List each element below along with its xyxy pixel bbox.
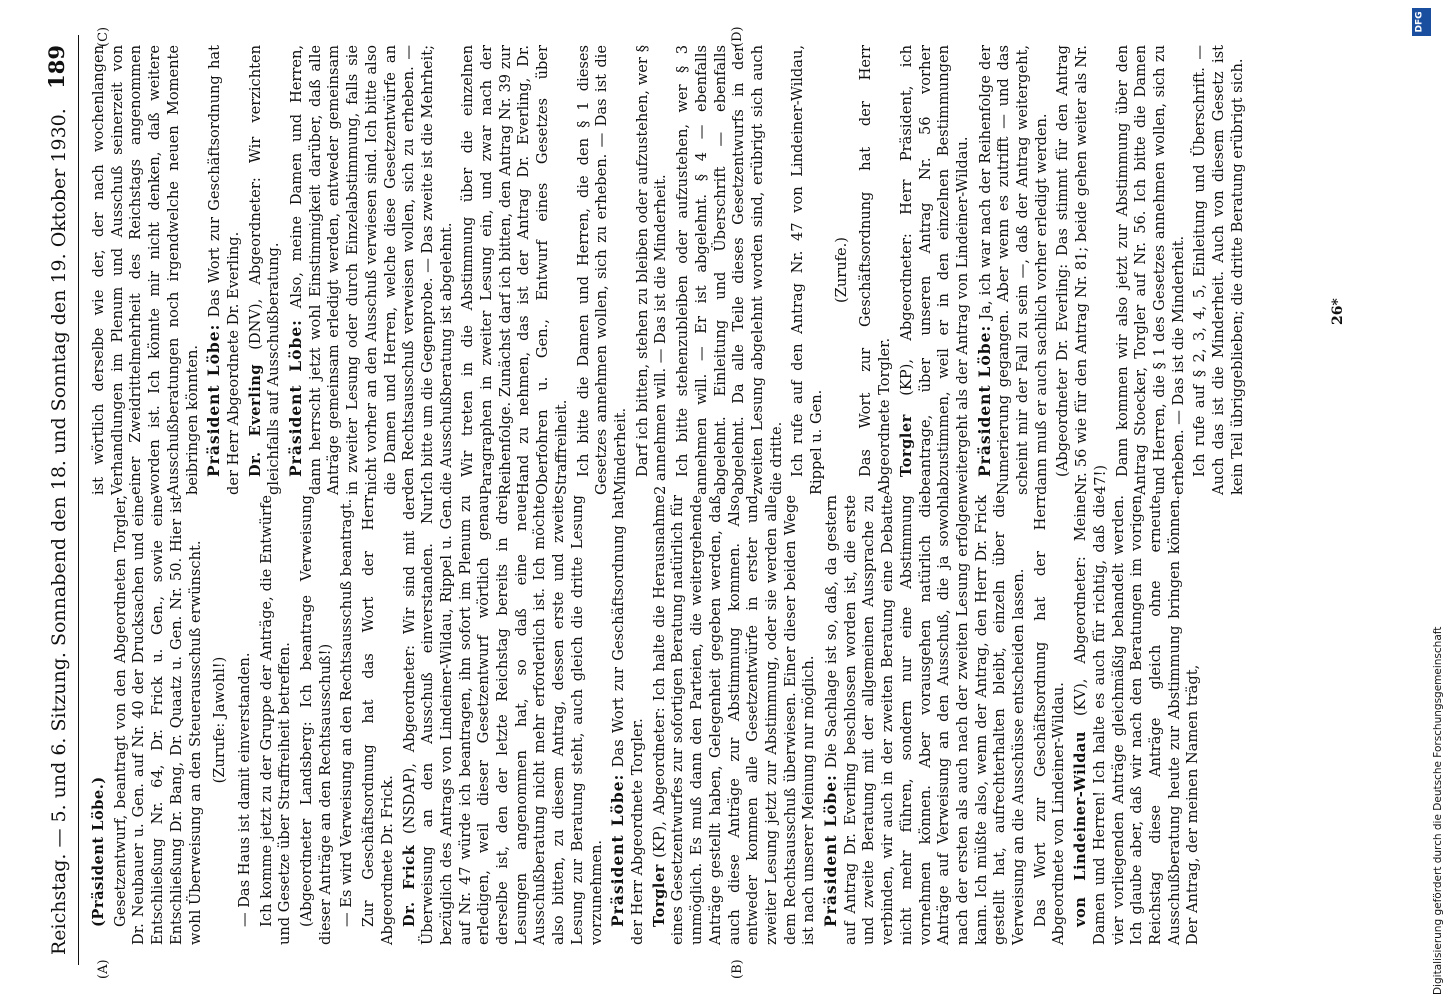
paragraph-text: — Das Haus ist damit einverstanden. xyxy=(235,652,253,927)
paragraph-text: (KP), Abgeordneter: Herr Präsident, ich beantrage, über unseren Antrag Nr. 56 vorher abzustimmen, weil er in den einzelnen Bestimmungen weitergeht als der Antrag von Lindeiner-Wildau. xyxy=(897,45,971,495)
paragraph xyxy=(1054,45,1110,495)
paragraph xyxy=(822,495,1029,945)
paragraph-text: Dann kommen wir also jetzt zur Abstimmung über den Antrag Stoecker, Torgler auf Nr. 56. Ich bitte die Damen und Herren, die § 1 des Gesetzes annehmen wollen, sich zu erheben. — Das ist die Minderheit. xyxy=(1113,45,1187,495)
paragraph-text: Ich bitte die Damen und Herren, die den § 1 dieses Gesetzes annehmen wollen, sich zu erheben. — Das ist die Minderheit. xyxy=(574,45,629,495)
paragraph-text: (NSDAP), Abgeordneter: Wir sind mit der Überweisung an den Ausschuß einverstanden. Nur bezüglich des Antrags von Lindeiner-Wildau, Rippel u. Gen. auf Nr. 47 würde ich beantragen, ihn sofort im Plenum zu erledigen, weil dieser Gesetzentwurf wörtlich genau derselbe ist, den der letzte Reichstag bereits in drei Lesungen angenommen hat, so daß eine neue Ausschußberatung nicht mehr erforderlich ist. Ich möchte also bitten, zu diesem Antrag, dessen erste und zweite Lesung zur Beratung steht, auch gleich die dritte Lesung vorzunehmen. xyxy=(400,495,605,945)
paragraph xyxy=(976,45,1052,495)
paragraph xyxy=(360,495,397,945)
paragraph xyxy=(898,45,973,495)
paragraph xyxy=(90,495,109,945)
speaker-name: Präsident Löbe: xyxy=(286,319,306,477)
paragraph xyxy=(1032,495,1069,945)
paragraph-text: Die Sachlage ist so, daß, da gestern auf Antrag Dr. Everling beschlossen worden ist, die erste und zweite Beratung mit der allgemeinen Aussprache zu verbinden, wir auch in der zweiten Beratung eine Debatte nicht mehr führen, sondern nur eine Abstimmung vornehmen können. Aber vorausgehen natürlich die Anträge auf Verweisung an den Ausschuß, die ja sowohl nach der ersten als auch nach der zweiten Lesung erfolgen kann. Ich müßte also, wenn der Antrag, den Herr Dr. Frick gestellt hat, aufrechterhalten bleibt, einzeln über die Verweisung an die Ausschüsse entscheiden lassen. xyxy=(823,495,1028,945)
paragraph-text: Das Wort zur Geschäftsordnung hat der Herr Abgeordnete Torgler. xyxy=(857,45,894,495)
paragraph-text: Ich bitte stehenzubleiben oder aufzustehen, wer § 3 annehmen will. — Er ist abgelehnt. § 4 — ebenfalls abgelehnt. Einleitung und Überschrift — ebenfalls abgelehnt. Da alle Teile dieses Gesetzentwurfs in der zweiten Lesung abgelehnt worden sind, erübrigt sich auch die dritte. xyxy=(674,45,785,495)
dfg-logo: DFG xyxy=(1412,8,1431,36)
speaker-name: Dr. Frick xyxy=(400,844,418,927)
paragraph xyxy=(236,495,255,945)
speaker-name: Dr. Everling xyxy=(246,363,264,477)
paragraph-text: Das Wort zur Geschäftsordnung hat der Herr Abgeordnete Torgler. xyxy=(610,495,646,945)
paragraph xyxy=(1114,45,1189,495)
speaker-name: von Lindeiner-Wildau xyxy=(1072,731,1090,927)
paragraph-text: (Abgeordneter Dr. Everling: Das stimmt für den Antrag Nr. 56 wie für den Antrag Nr. 81; beide gehen weiter als Nr. 47!) xyxy=(1054,45,1109,495)
paragraph xyxy=(674,45,786,495)
paragraph xyxy=(287,45,456,495)
margin-mark-d: (D) xyxy=(730,26,745,47)
page-header xyxy=(40,35,80,965)
paragraph-text: (DNV), Abgeordneter: Wir verzichten gleichfalls auf Ausschußberatung. xyxy=(246,44,283,495)
speaker-name: Präsident Löbe: xyxy=(821,774,841,927)
paragraph-text: (KP), Abgeordneter: Ich halte die Herausnahme eines Gesetzentwurfes zur sofortigen Beratung natürlich für unmöglich. Es muß dann den Parteien, die weitergehende Anträge gestellt haben, Gelegenheit gegeben werden, daß auch diese Anträge zur Abstimmung kommen. Also entweder kommen alle Gesetzentwürfe in erster und zweiter Lesung jetzt zur Abstimmung, oder sie werden alle dem Rechtsausschuß überwiesen. Einer dieser beiden Wege ist nach unserer Meinung nur möglich. xyxy=(650,495,818,945)
paragraph-text: ist wörtlich derselbe wie der, der nach wochenlangen Verhandlungen im Plenum und Ausschuß seinerzeit von einer Zweidrittelmehrheit des Reichstags angenommen worden ist. Ich könnte mir nicht denken, daß weitere Ausschußberatungen noch irgendwelche neuen Momente beibringen könnten. xyxy=(90,45,201,495)
paragraph-text: Ich rufe auf den Antrag Nr. 47 von Lindeiner-Wildau, Rippel u. Gen. xyxy=(789,45,826,495)
paragraph xyxy=(205,45,243,495)
paragraph-text: (Abgeordneter Landsberg: Ich beantrage Verweisung dieser Anträge an den Rechtsausschuß!) xyxy=(298,495,334,945)
margin-mark-b: (B) xyxy=(730,959,745,979)
paragraph-text: Das Wort zur Geschäftsordnung hat der Herr Abgeordnete Dr. Everling. xyxy=(206,45,242,495)
paragraph-text: (KV), Abgeordneter: Meine Damen und Herren! Ich halte es auch für richtig, daß die vier vorliegenden Anträge gleichmäßig behandelt werden. Ich glaube aber, daß wir nach den Beratungen im vorigen Reichstag diese Anträge gleich ohne erneute Ausschußberatung heute zur Abstimmung bringen können. Der Antrag, der meinen Namen trägt, xyxy=(1072,495,1202,945)
paragraph xyxy=(1191,45,1247,495)
margin-mark-a: (A) xyxy=(96,959,111,979)
paragraph xyxy=(211,495,230,945)
paragraph xyxy=(90,45,202,495)
paragraph-text: — Es wird Verweisung an den Rechtsausschuß beantragt. xyxy=(338,498,356,927)
speaker-name: Präsident Löbe: xyxy=(608,773,628,927)
paragraph xyxy=(258,495,295,945)
speaker-name: (Präsident Löbe.) xyxy=(90,776,107,927)
paragraph-text: (Zurufe: Jawohl!) xyxy=(211,656,229,784)
digitization-sidebar xyxy=(1410,0,1444,1000)
left-column xyxy=(90,495,1206,945)
right-column xyxy=(90,45,1250,495)
paragraph-text: Gesetzentwurf, beantragt von den Abgeordneten Torgler, Dr. Neubauer u. Gen. auf Nr. 40 der Drucksachen und eine Entschließung Nr. 64, Dr. Frick u. Gen., sowie eine Entschließung Dr. Bang, Dr. Quaatz u. Gen. Nr. 50. Hier ist wohl Überweisung an den Steuerausschuß erwünscht. xyxy=(111,495,204,945)
paragraph-text: Ja, ich war nach der Reihenfolge der Numerierung gegangen. Aber wenn es zutrifft — und das scheint mir der Fall zu sein —, daß der Antrag weitergeht, dann muß er auch sachlich vorher erledigt werden. xyxy=(976,45,1050,495)
paragraph xyxy=(459,45,571,495)
paragraph-text: Wir treten in die Abstimmung über die einzelnen Paragraphen in zweiter Lesung ein, und zwar nach der Reihenfolge. Zunächst darf ich bitten, den Antrag Nr. 39 zur Hand zu nehmen, das ist der Antrag Dr. Everling, Dr. Oberfohren u. Gen., Entwurf eines Gesetzes über Straffreiheit. xyxy=(459,45,570,495)
paragraph xyxy=(247,45,284,495)
paragraph xyxy=(833,45,852,495)
paragraph xyxy=(338,495,357,945)
paragraph-text: Zur Geschäftsordnung hat das Wort der Herr Abgeordnete Dr. Frick. xyxy=(360,495,396,945)
speaker-name: Präsident Löbe: xyxy=(204,323,224,477)
margin-mark-c: (C) xyxy=(96,26,111,47)
paragraph xyxy=(857,45,894,495)
rotated-document-page xyxy=(40,26,1390,979)
header-rule xyxy=(78,35,79,965)
paragraph-text: Also, meine Damen und Herren, dann herrscht jetzt wohl Einstimmigkeit darüber, daß alle Anträge gemeinsam erledigt werden, entweder gemeinsam in zweiter Lesung oder durch Einzelabstimmung, falls sie nicht vorher an den Ausschuß verwiesen sind. Ich bitte also die Damen und Herren, welche diese Gesetzentwürfe an den Rechtsausschuß verweisen wollen, sich zu erheben. — Ich bitte um die Gegenprobe. — Das zweite ist die Mehrheit; die Ausschußberatung ist abgelehnt. xyxy=(288,44,455,495)
paragraph xyxy=(609,495,647,945)
paragraph xyxy=(1072,495,1203,945)
paragraph-text: Ich rufe auf § 2, 3, 4, 5, Einleitung und Überschrift. — Auch das ist die Minderheit. Auch von diesem Gesetz ist kein Teil übriggeblieben; die dritte Beratung erübrigt sich. xyxy=(1191,45,1246,495)
signature-mark: 26* xyxy=(1330,298,1346,325)
paragraph xyxy=(112,495,206,945)
paragraph xyxy=(298,495,335,945)
paragraph-text: Darf ich bitten, stehen zu bleiben oder aufzustehen, wer § 2 annehmen will. — Das ist die Minderheit. xyxy=(633,45,670,495)
paragraph xyxy=(789,45,826,495)
page-number: 189 xyxy=(44,45,69,89)
digitization-note: Digitalisierung gefördert durch die Deutsche Forschungsgemeinschaft xyxy=(1432,626,1444,995)
paragraph xyxy=(634,45,671,495)
paragraph-text: (Zurufe.) xyxy=(832,237,850,303)
speaker-name: Präsident Löbe: xyxy=(974,324,994,477)
paragraph xyxy=(401,495,607,945)
speaker-name: Torgler xyxy=(897,414,915,477)
paragraph xyxy=(575,45,631,495)
paragraph-text: Das Wort zur Geschäftsordnung hat der Herr Abgeordnete von Lindeiner-Wildau. xyxy=(1031,495,1068,945)
paragraph-text: Ich komme jetzt zu der Gruppe der Anträge, die Entwürfe und Gesetze über Straffreiheit betreffen. xyxy=(257,495,294,945)
speaker-name: Torgler xyxy=(650,864,668,927)
header-title: Reichstag. — 5. und 6. Sitzung. Sonnabend den 18. und Sonntag den 19. Oktober 1930. xyxy=(48,108,70,955)
paragraph xyxy=(651,495,819,945)
